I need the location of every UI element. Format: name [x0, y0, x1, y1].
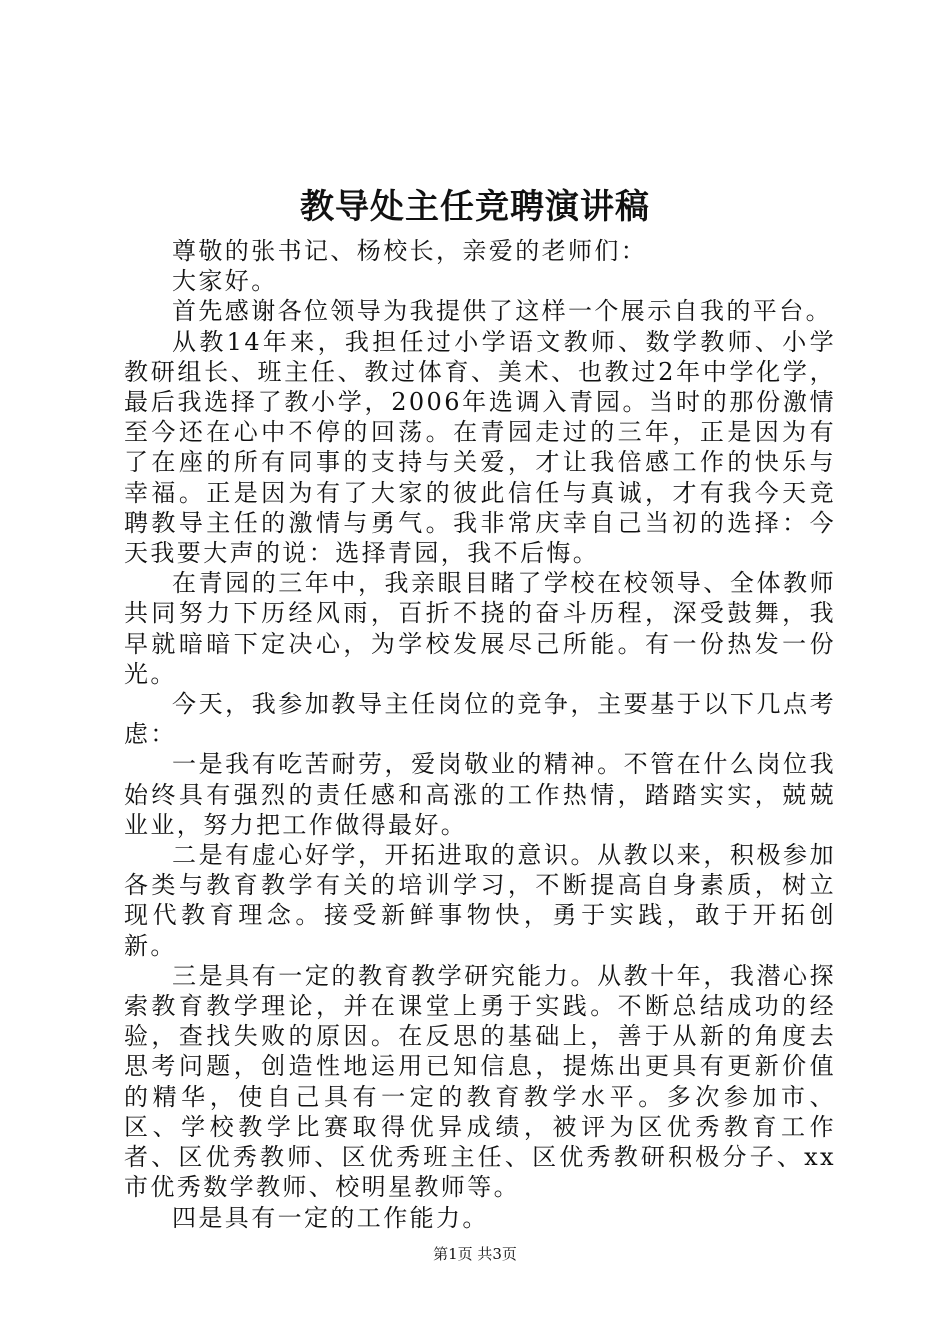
page-number-footer: 第1页 共3页 — [433, 1245, 517, 1263]
document-body — [124, 236, 836, 1233]
paragraph-reason-four: 四是具有一定的工作能力。 — [172, 1203, 489, 1232]
paragraph-reason-two: 二是有虚心好学，开拓进取的意识。从教以来，积极参加各类与教育教学有关的培训学习，不断提高自身素质，树立现代教育理念。接受新鲜事物快，勇于实践，敢于开拓创新。 — [124, 841, 836, 960]
paragraph-three-years: 在青园的三年中，我亲眼目睹了学校在校领导、全体教师共同努力下历经风雨，百折不挠的奋斗历程，深受鼓舞，我早就暗暗下定决心，为学校发展尽己所能。有一份热发一份光。 — [124, 569, 836, 688]
paragraph-hello: 大家好。 — [172, 267, 278, 296]
paragraph-experience: 从教14年来，我担任过小学语文教师、数学教师、小学教研组长、班主任、教过体育、美术、也教过2年中学化学，最后我选择了教小学，2006年选调入青园。当时的那份激情至今还在心中不停的回荡。在青园走过的三年，正是因为有了在座的所有同事的支持与关爱，才让我倍感工作的快乐与幸福。正是因为有了大家的彼此信任与真诚，才有我今天竞聘教导主任的激情与勇气。我非常庆幸自己当初的选择：今天我要大声的说：选择青园，我不后悔。 — [124, 327, 836, 568]
paragraph-reason-one: 一是我有吃苦耐劳，爱岗敬业的精神。不管在什么岗位我始终具有强烈的责任感和高涨的工作热情，踏踏实实，兢兢业业，努力把工作做得最好。 — [124, 750, 836, 839]
paragraph-thanks: 首先感谢各位领导为我提供了这样一个展示自我的平台。 — [172, 297, 832, 326]
paragraph-reason-three: 三是具有一定的教育教学研究能力。从教十年，我潜心探索教育教学理论，并在课堂上勇于实践。不断总结成功的经验，查找失败的原因。在反思的基础上，善于从新的角度去思考问题，创造性地运用已知信息，提炼出更具有更新价值的精华，使自己具有一定的教育教学水平。多次参加市、区、学校教学比赛取得优异成绩，被评为区优秀教育工作者、区优秀教师、区优秀班主任、区优秀教研积极分子、xx市优秀数学教师、校明星教师等。 — [124, 961, 836, 1202]
paragraph-greeting: 尊敬的张书记、杨校长，亲爱的老师们： — [172, 237, 648, 265]
document-title: 教导处主任竞聘演讲稿 — [300, 187, 650, 227]
paragraph-reasons-intro: 今天，我参加教导主任岗位的竞争，主要基于以下几点考虑： — [124, 690, 836, 749]
